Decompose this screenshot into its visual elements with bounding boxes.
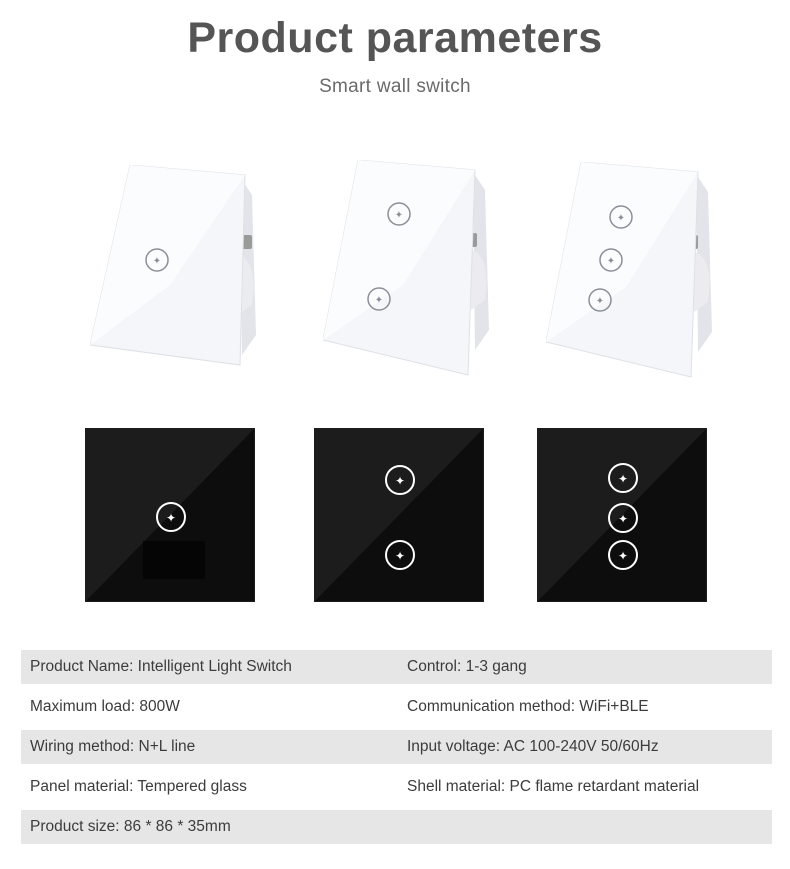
svg-text:✦: ✦: [152, 256, 162, 267]
white-switch-1-gang: [90, 165, 260, 385]
black-switch-1-gang: [85, 428, 255, 602]
black-switch-3-gang: [537, 428, 707, 602]
spec-row: [21, 770, 772, 804]
spec-row: [21, 690, 772, 724]
spec-product-name: Product Name: Intelligent Light Switch: [30, 658, 292, 675]
spec-maximum-load: Maximum load: 800W: [30, 698, 180, 715]
spec-row: [21, 730, 772, 764]
spec-row: [21, 810, 772, 844]
spec-input-voltage: Input voltage: AC 100-240V 50/60Hz: [407, 738, 659, 755]
svg-text:✦: ✦: [606, 256, 616, 267]
svg-text:✦: ✦: [617, 549, 629, 563]
spec-wiring-method: Wiring method: N+L line: [30, 738, 196, 755]
svg-text:✦: ✦: [595, 296, 605, 307]
spec-table: [21, 650, 772, 850]
spec-communication-method: Communication method: WiFi+BLE: [407, 698, 649, 715]
svg-text:✦: ✦: [394, 210, 404, 221]
spec-shell-material: Shell material: PC flame retardant material: [407, 778, 700, 795]
spec-panel-material: Panel material: Tempered glass: [30, 778, 247, 795]
spec-row: [21, 650, 772, 684]
spec-product-size: Product size: 86 * 86 * 35mm: [30, 818, 231, 835]
svg-text:✦: ✦: [617, 512, 629, 526]
spec-control: Control: 1-3 gang: [407, 658, 527, 675]
svg-text:✦: ✦: [617, 472, 629, 486]
svg-text:✦: ✦: [394, 474, 406, 488]
svg-text:✦: ✦: [616, 213, 626, 224]
svg-text:✦: ✦: [394, 549, 406, 563]
page-title: Product parameters: [187, 14, 603, 62]
black-switch-2-gang: [314, 428, 484, 602]
white-switch-2-gang: [323, 160, 493, 380]
svg-text:✦: ✦: [165, 511, 177, 525]
svg-text:✦: ✦: [374, 295, 384, 306]
page-subtitle: Smart wall switch: [319, 76, 471, 97]
white-switch-3-gang: [546, 162, 716, 382]
